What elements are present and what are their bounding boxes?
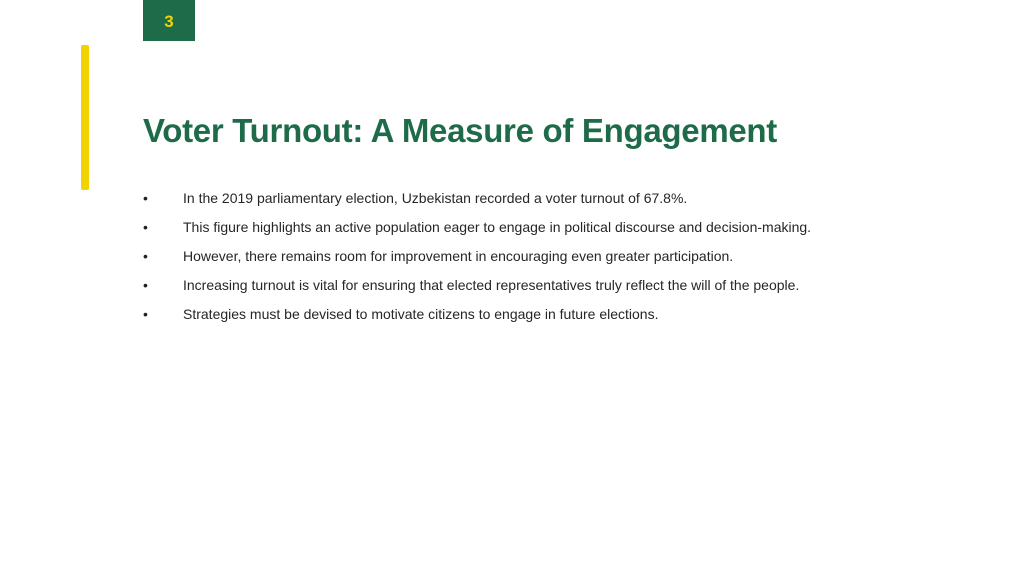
bullet-text: Strategies must be devised to motivate citizens to engage in future elections. [183,305,659,322]
bullet-text: Increasing turnout is vital for ensuring that elected representatives truly reflect the will of the people. [183,276,800,293]
page-number-badge [143,0,195,41]
bullet-glyph: • [143,189,148,206]
bullet-text: However, there remains room for improvement in encouraging even greater participation. [183,247,734,264]
bullet-item [143,241,963,270]
accent-bar [81,45,89,190]
bullet-glyph: • [143,305,148,322]
bullet-item [143,299,963,328]
slide-title: Voter Turnout: A Measure of Engagement [143,112,777,149]
bullet-glyph: • [143,247,148,264]
bullet-item [143,270,963,299]
bullet-list [143,183,963,328]
bullet-item [143,183,963,212]
bullet-item [143,212,963,241]
bullet-glyph: • [143,218,148,235]
bullet-text: This figure highlights an active population eager to engage in political discourse and decision-making. [183,218,812,235]
page-number: 3 [164,11,174,31]
bullet-text: In the 2019 parliamentary election, Uzbekistan recorded a voter turnout of 67.8%. [183,189,688,206]
bullet-glyph: • [143,276,148,293]
